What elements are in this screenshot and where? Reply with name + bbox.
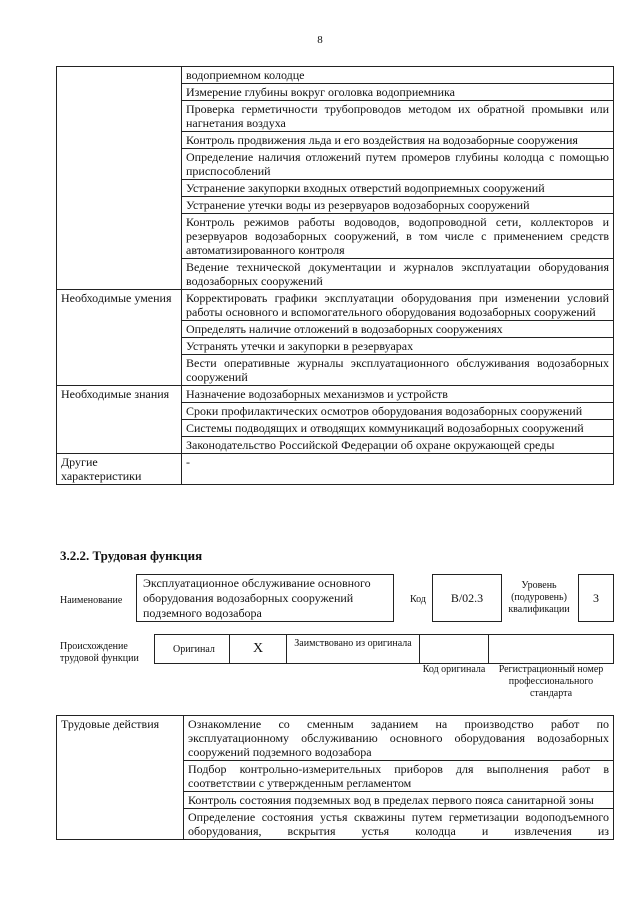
code-box: B/02.3	[432, 574, 502, 622]
table-cell: Контроль состояния подземных вод в пределах первого пояса санитарной зоны	[184, 792, 614, 809]
origin-label: Происхождение трудовой функции	[60, 641, 139, 664]
page-number: 8	[317, 34, 323, 46]
table-cell: Системы подводящих и отводящих коммуникаций водозаборных сооружений	[182, 420, 614, 437]
row-label-other: Другие характеристики	[57, 454, 182, 485]
table-cell: Подбор контрольно-измерительных приборов для выполнения работ в соответствии с утвержденным регламентом	[184, 761, 614, 792]
section-heading: 3.2.2. Трудовая функция	[60, 548, 203, 563]
function-name-box: Эксплуатационное обслуживание основного оборудования водозаборных сооружений подземного водозабора	[136, 574, 394, 622]
table-cell: Устранение закупорки входных отверстий водоприемных сооружений	[182, 180, 614, 197]
table-cell: водоприемном колодце	[182, 67, 614, 84]
table-cell: Устранение утечки воды из резервуаров водозаборных сооружений	[182, 197, 614, 214]
table-cell: Измерение глубины вокруг оголовка водоприемника	[182, 84, 614, 101]
table-cell: Определять наличие отложений в водозаборных сооружениях	[182, 321, 614, 338]
row-label-actions: Трудовые действия	[57, 716, 184, 840]
table-cell: Ведение технической документации и журналов эксплуатации оборудования водозаборных сооружений	[182, 259, 614, 290]
code-label: Код	[410, 594, 426, 605]
row-label-knowledge: Необходимые знания	[57, 386, 182, 454]
original-box: Оригинал	[154, 634, 230, 664]
labor-actions-table	[56, 715, 614, 840]
row-label-skills: Необходимые умения	[57, 290, 182, 386]
code-original-box	[419, 634, 489, 664]
table-cell: Устранять утечки и закупорки в резервуарах	[182, 338, 614, 355]
borrowed-box: Заимствовано из оригинала	[286, 634, 420, 664]
table-cell: Законодательство Российской Федерации об охране окружающей среды	[182, 437, 614, 454]
reg-number-caption: Регистрационный номер профессионального стандарта	[498, 664, 604, 699]
reg-number-box	[488, 634, 614, 664]
table-cell: Контроль продвижения льда и его воздействия на водозаборные сооружения	[182, 132, 614, 149]
table-cell: Ознакомление со сменным заданием на производство работ по эксплуатационному обслуживанию основного оборудования водозаборных сооружений подземного водозабора	[184, 716, 614, 761]
table-cell: -	[182, 454, 614, 485]
table-cell: Определение наличия отложений путем промеров глубины колодца с помощью приспособлений	[182, 149, 614, 180]
table-cell: Вести оперативные журналы эксплуатационного обслуживания водозаборных сооружений	[182, 355, 614, 386]
level-box: 3	[578, 574, 614, 622]
table-cell: Сроки профилактических осмотров оборудования водозаборных сооружений	[182, 403, 614, 420]
original-mark-box: X	[229, 634, 287, 664]
row-label	[57, 67, 182, 290]
code-original-caption: Код оригинала	[422, 664, 486, 675]
table-cell: Назначение водозаборных механизмов и устройств	[182, 386, 614, 403]
table-cell: Контроль режимов работы водоводов, водопроводной сети, коллекторов и резервуаров водозаборных сооружений, в том числе с применением средств автоматизированного контроля	[182, 214, 614, 259]
competency-table	[56, 66, 614, 485]
table-cell: Определение состояния устья скважины путем герметизации водоподъемного оборудования, вскрытия устья колодца и извлечения из	[184, 809, 614, 840]
table-cell: Корректировать графики эксплуатации оборудования при изменении условий работы основного и вспомогательного оборудования водозаборных сооружений	[182, 290, 614, 321]
level-label: Уровень (подуровень) квалификации	[508, 580, 570, 615]
table-cell: Проверка герметичности трубопроводов методом их обратной промывки или нагнетания воздуха	[182, 101, 614, 132]
name-label: Наименование	[60, 595, 123, 606]
